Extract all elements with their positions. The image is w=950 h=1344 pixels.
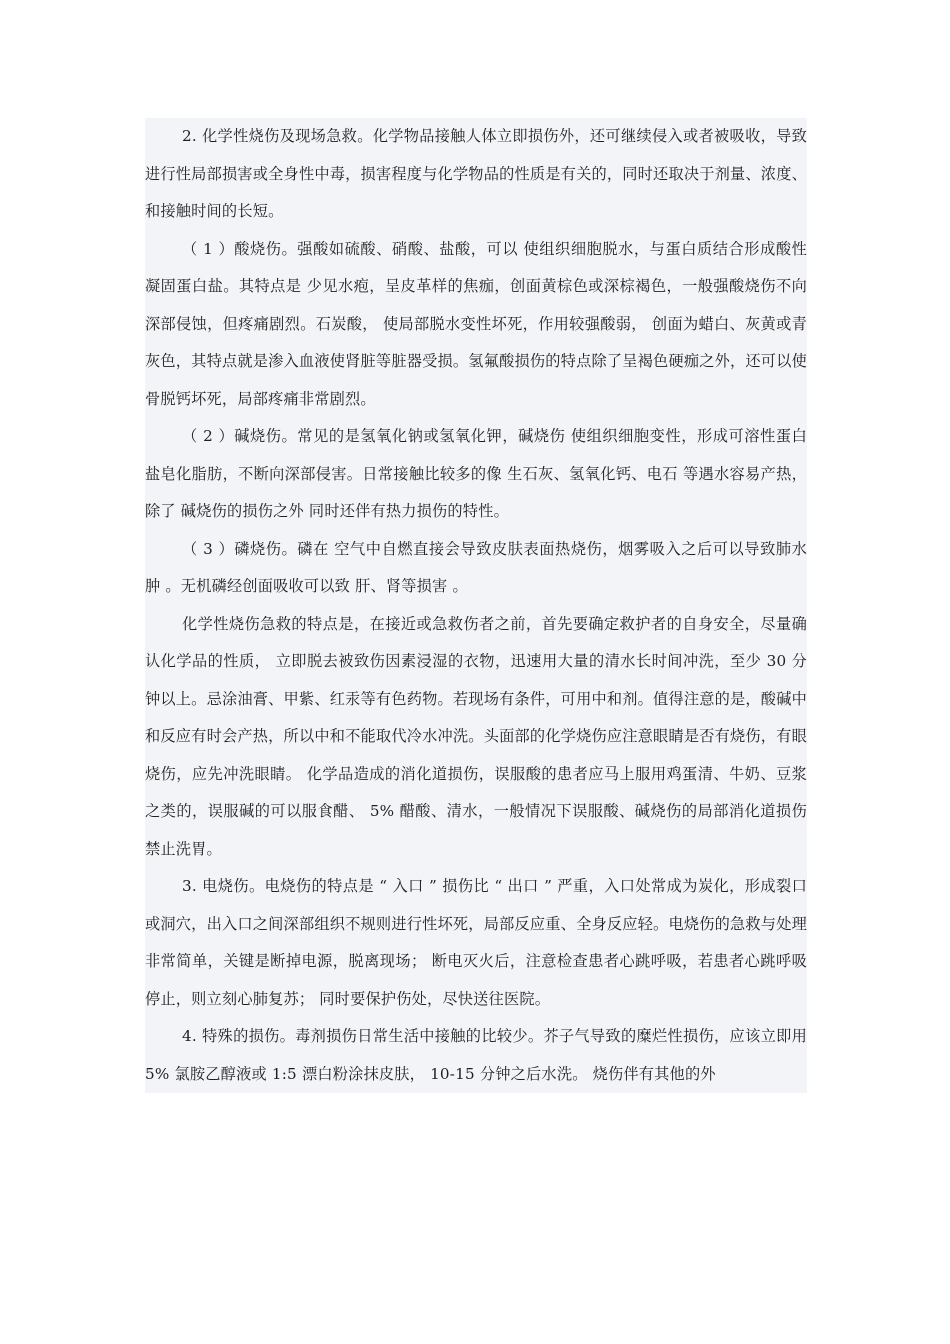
paragraph-chemical-first-aid: 化学性烧伤急救的特点是，在接近或急救伤者之前，首先要确定救护者的自身安全，尽量确认化学品的性质， 立即脱去被致伤因素浸湿的衣物，迅速用大量的清水长时间冲洗，至少 30 分钟以上。忌涂油膏、甲紫、红汞等有色药物。若现场有条件，可用中和剂。值得注意的是，酸碱中和反应有时会产热，所以中和不能取代冷水冲洗。头面部的化学烧伤应注意眼睛是否有烧伤，有眼烧伤，应先冲洗眼睛。 化学品造成的消化道损伤，误服酸的患者应马上服用鸡蛋清、牛奶、豆浆之类的，误服碱的可以服食醋、 5% 醋酸、清水，一般情况下误服酸、碱烧伤的局部消化道损伤禁止洗胃。 <box>145 614 807 858</box>
paragraph-alkali-burns: （ 2 ）碱烧伤。常见的是氢氧化钠或氢氧化钾，碱烧伤 使组织细胞变性，形成可溶性蛋白盐皂化脂肪，不断向深部侵害。日常接触比较多的像 生石灰、氢氧化钙、电石 等遇水容易产热，除了 碱烧伤的损伤之外 同时还伴有热力损伤的特性。 <box>145 427 807 520</box>
paragraph-phosphorus-burns: （ 3 ）磷烧伤。磷在 空气中自燃直接会导致皮肤表面热烧伤，烟雾吸入之后可以导致肺水肿 。无机磷经创面吸收可以致 肝、肾等损害 。 <box>145 539 807 595</box>
paragraph-chemical-burns: 2. 化学性烧伤及现场急救。化学物品接触人体立即损伤外，还可继续侵入或者被吸收，导致进行性局部损害或全身性中毒，损害程度与化学物品的性质是有关的，同时还取决于剂量、浓度、和接触时间的长短。 <box>145 127 807 220</box>
paragraph-special-injuries: 4. 特殊的损伤。毒剂损伤日常生活中接触的比较少。芥子气导致的糜烂性损伤，应该立即用 5% 氯胺乙醇液或 1:5 漂白粉涂抹皮肤， 10-15 分钟之后水洗。 烧伤伴有其他的外 <box>145 1027 807 1083</box>
paragraph-acid-burns: （ 1 ）酸烧伤。强酸如硫酸、硝酸、盐酸，可以 使组织细胞脱水，与蛋白质结合形成酸性凝固蛋白盐。其特点是 少见水疱，呈皮革样的焦痂，创面黄棕色或深棕褐色，一般强酸烧伤不向深部侵蚀，但疼痛剧烈。石炭酸， 使局部脱水变性坏死，作用较强酸弱， 创面为蜡白、灰黄或青灰色，其特点就是渗入血液使肾脏等脏器受损。氢氟酸损伤的特点除了呈褐色硬痂之外，还可以使骨脱钙坏死，局部疼痛非常剧烈。 <box>145 239 807 408</box>
document-body <box>145 118 807 1093</box>
paragraph-electrical-burns: 3. 电烧伤。电烧伤的特点是 “ 入口 ” 损伤比 “ 出口 ” 严重，入口处常成为炭化，形成裂口或洞穴，出入口之间深部组织不规则进行性坏死，局部反应重、全身反应轻。电烧伤的急救与处理非常简单，关键是断掉电源，脱离现场； 断电灭火后，注意检查患者心跳呼吸，若患者心跳呼吸停止，则立刻心肺复苏； 同时要保护伤处，尽快送往医院。 <box>145 877 807 1008</box>
